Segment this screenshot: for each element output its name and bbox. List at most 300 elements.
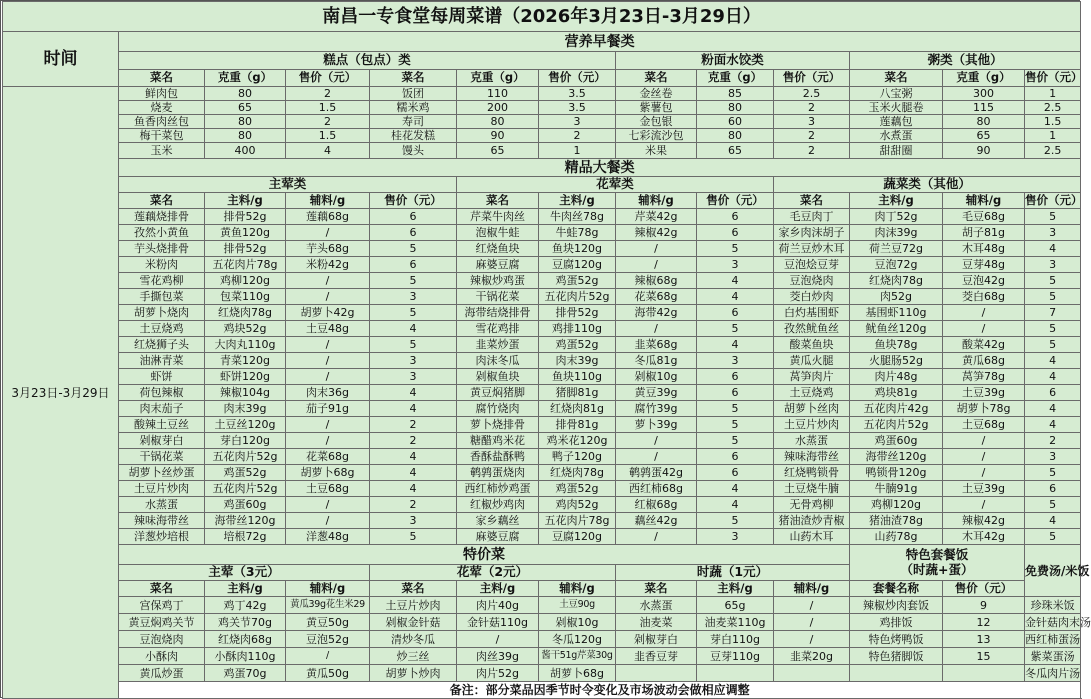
menu-cell: 4 [697, 337, 774, 353]
menu-cell: 辣味海带丝 [774, 449, 850, 465]
menu-cell: 鲜肉包 [119, 87, 205, 101]
menu-cell: 5 [1025, 321, 1081, 337]
menu-cell: 豆泡烩豆芽 [774, 257, 850, 273]
menu-cell: 酸辣土豆丝 [119, 417, 205, 433]
menu-cell: 胡萝卜68g [539, 665, 616, 682]
menu-cell: 腐竹39g [616, 401, 697, 417]
set-meal-name: 鸡排饭 [850, 614, 943, 631]
menu-cell: 紫薯包 [616, 101, 697, 115]
menu-cell: 鱼块120g [539, 241, 616, 257]
menu-cell: 2 [774, 143, 850, 159]
menu-cell: 芋头68g [286, 241, 370, 257]
menu-cell: 鸡米花120g [539, 433, 616, 449]
menu-cell: 豆泡72g [850, 257, 943, 273]
menu-cell: 冬瓜81g [616, 353, 697, 369]
menu-cell: 5 [697, 241, 774, 257]
menu-cell: / [616, 321, 697, 337]
menu-cell: 豆泡52g [286, 631, 370, 648]
menu-cell: 7 [1025, 305, 1081, 321]
menu-cell: 芽白110g [697, 631, 774, 648]
menu-cell: 泡椒牛蛙 [457, 225, 539, 241]
menu-cell: 黄豆50g [286, 614, 370, 631]
menu-cell: 雪花鸡柳 [119, 273, 205, 289]
column-header: 主料/g [539, 193, 616, 209]
menu-cell: 排骨52g [205, 241, 286, 257]
menu-cell: 2 [774, 129, 850, 143]
free-soup-title: 免费汤/米饭 [1025, 545, 1081, 597]
section-title-main-meal: 精品大餐类 [119, 159, 1081, 177]
column-header: 辅料/g [943, 193, 1025, 209]
column-header: 售价（元） [1025, 192, 1083, 207]
menu-cell: 1 [1025, 87, 1081, 101]
column-header: 克重（g） [205, 70, 286, 87]
menu-cell: 5 [1025, 209, 1081, 225]
menu-cell: 莲藕包 [850, 115, 943, 129]
menu-cell: 玉米火腿卷 [850, 101, 943, 115]
menu-cell: 白灼基围虾 [774, 305, 850, 321]
menu-cell: / [286, 225, 370, 241]
menu-cell: 无骨鸡柳 [774, 497, 850, 513]
menu-cell: 4 [697, 481, 774, 497]
menu-cell: 红烧狮子头 [119, 337, 205, 353]
menu-cell: 辣椒68g [616, 273, 697, 289]
menu-cell: 大肉丸110g [205, 337, 286, 353]
menu-cell: 5 [370, 241, 457, 257]
note: 备注：部分菜品因季节时令变化及市场波动会做相应调整 [119, 682, 1081, 699]
menu-cell: 65 [697, 143, 774, 159]
menu-cell: 豆芽110g [697, 648, 774, 665]
menu-cell: 3 [697, 257, 774, 273]
menu-cell: 鱼香肉丝包 [119, 115, 205, 129]
menu-cell: 肉片40g [457, 597, 539, 614]
menu-cell: 木耳48g [943, 241, 1025, 257]
menu-cell: 土豆烧牛腩 [774, 481, 850, 497]
menu-cell: 家乡藕丝 [457, 513, 539, 529]
menu-cell: 腐竹烧肉 [457, 401, 539, 417]
menu-cell: 3 [1025, 225, 1081, 241]
menu-cell: / [943, 433, 1025, 449]
menu-cell: / [774, 597, 850, 614]
menu-cell: 牛蛙78g [539, 225, 616, 241]
menu-cell: / [286, 433, 370, 449]
menu-cell: 辣椒42g [616, 225, 697, 241]
set-meal-heading: 特色套餐饭 [905, 547, 969, 562]
menu-cell: 胡子81g [943, 225, 1025, 241]
menu-cell: 红烧鱼块 [457, 241, 539, 257]
menu-cell: 鸭锁骨120g [850, 465, 943, 481]
menu-cell: 洋葱炒培根 [119, 529, 205, 545]
menu-cell: 肉末39g [205, 401, 286, 417]
menu-cell: 孜然鱿鱼丝 [774, 321, 850, 337]
column-header: 主料/g [697, 581, 774, 597]
menu-cell: 肉沫39g [850, 225, 943, 241]
menu-cell: 鸡蛋52g [539, 481, 616, 497]
menu-cell: 4 [370, 321, 457, 337]
menu-cell: / [943, 321, 1025, 337]
menu-cell: 基围虾110g [850, 305, 943, 321]
menu-cell: 莲藕烧排骨 [119, 209, 205, 225]
menu-cell: 酸菜42g [943, 337, 1025, 353]
menu-cell: 猪脚81g [539, 385, 616, 401]
menu-cell: 鹌鹑蛋42g [616, 465, 697, 481]
menu-cell: / [774, 631, 850, 648]
free-soup-item: 西红柿蛋汤 [1025, 632, 1081, 646]
menu-cell: 肉片52g [457, 665, 539, 682]
menu-cell: 洋葱48g [286, 529, 370, 545]
menu-cell: 黄鱼120g [205, 225, 286, 241]
menu-cell: 包菜110g [205, 289, 286, 305]
menu-cell: 土豆39g [943, 481, 1025, 497]
menu-cell: 土豆90g [539, 597, 616, 614]
menu-cell: 肉沫冬瓜 [457, 353, 539, 369]
menu-cell: 烧麦 [119, 101, 205, 115]
menu-cell: 2 [286, 115, 370, 129]
menu-cell: 2 [774, 101, 850, 115]
set-meal-name: 辣椒炒肉套饭 [850, 597, 943, 614]
menu-cell: 土豆烧鸡 [774, 385, 850, 401]
column-header: 套餐名称 [850, 581, 943, 597]
menu-cell: 3 [539, 115, 616, 129]
menu-cell: / [286, 369, 370, 385]
group-header-special-main: 主荤（3元） [119, 565, 370, 581]
column-header: 辅料/g [286, 581, 370, 597]
menu-cell: / [616, 529, 697, 545]
menu-cell: 培根72g [205, 529, 286, 545]
group-header-vegetable: 蔬菜类（其他） [774, 177, 1081, 193]
menu-cell: 鱿鱼丝120g [850, 321, 943, 337]
menu-cell: 4 [370, 401, 457, 417]
menu-cell: 芹菜牛肉丝 [457, 209, 539, 225]
menu-cell: 鸡肉52g [539, 497, 616, 513]
menu-cell: 5 [1025, 529, 1081, 545]
menu-cell: 4 [1025, 369, 1081, 385]
menu-cell: 剁椒鱼块 [457, 369, 539, 385]
menu-cell: 豆芽48g [943, 257, 1025, 273]
menu-cell: 80 [205, 87, 286, 101]
set-meal-price: 15 [943, 648, 1025, 665]
menu-cell: 5 [1025, 497, 1081, 513]
menu-cell: 剁椒10g [616, 369, 697, 385]
menu-cell: 梅干菜包 [119, 129, 205, 143]
menu-cell: 肉丁52g [850, 209, 943, 225]
menu-cell: 1.5 [1025, 115, 1081, 129]
menu-cell: 鱼块110g [539, 369, 616, 385]
menu-cell: 寿司 [370, 115, 457, 129]
menu-cell: 红烧肉81g [539, 401, 616, 417]
menu-cell: 豆泡烧肉 [774, 273, 850, 289]
column-header: 菜名 [370, 581, 457, 597]
menu-cell: 胡萝卜68g [286, 465, 370, 481]
menu-cell: 6 [697, 369, 774, 385]
menu-cell: 山药78g [850, 529, 943, 545]
menu-cell: 2 [370, 433, 457, 449]
menu-cell: 胡萝卜炒肉 [370, 665, 457, 682]
menu-cell: 90 [943, 143, 1025, 159]
menu-cell: 3 [370, 353, 457, 369]
menu-cell: 馒头 [370, 143, 457, 159]
menu-cell: 2 [1025, 433, 1081, 449]
menu-cell: 鸡块81g [850, 385, 943, 401]
menu-cell: 6 [697, 385, 774, 401]
menu-cell: 6 [697, 225, 774, 241]
menu-cell: 土豆68g [286, 481, 370, 497]
column-header: 售价（元） [286, 70, 370, 87]
menu-cell: 6 [370, 225, 457, 241]
menu-cell: 豆泡42g [943, 273, 1025, 289]
menu-cell: 65 [205, 101, 286, 115]
menu-cell: 3 [370, 289, 457, 305]
menu-cell: 雪花鸡排 [457, 321, 539, 337]
menu-cell: 排骨81g [539, 417, 616, 433]
menu-cell: 木耳42g [943, 529, 1025, 545]
menu-cell: 土豆片炒肉 [370, 597, 457, 614]
column-header: 售价（元） [697, 193, 774, 209]
menu-cell: 110 [457, 87, 539, 101]
menu-cell: 3 [697, 529, 774, 545]
menu-cell: 油麦菜 [616, 614, 697, 631]
menu-cell: 4 [1025, 241, 1081, 257]
menu-cell: 米果 [616, 143, 697, 159]
menu-cell: 海带42g [616, 305, 697, 321]
menu-cell: 酸菜鱼块 [774, 337, 850, 353]
column-header: 菜名 [774, 193, 850, 209]
group-header-special-mixed: 花荤（2元） [370, 565, 616, 581]
menu-cell: / [943, 465, 1025, 481]
menu-cell: 65 [943, 129, 1025, 143]
menu-cell: 5 [370, 273, 457, 289]
menu-cell: 鸡柳120g [205, 273, 286, 289]
menu-cell: 3.5 [539, 101, 616, 115]
menu-cell: 莲藕68g [286, 209, 370, 225]
menu-cell: / [774, 614, 850, 631]
menu-cell: 水蒸蛋 [616, 597, 697, 614]
menu-cell: 猪油渣炒青椒 [774, 513, 850, 529]
menu-cell: 5 [697, 401, 774, 417]
menu-cell: 香酥盐酥鸭 [457, 449, 539, 465]
menu-cell: 黄瓜炒蛋 [119, 665, 205, 682]
menu-cell: / [616, 257, 697, 273]
menu-cell [774, 665, 850, 682]
menu-cell: 5 [370, 337, 457, 353]
menu-cell [616, 665, 697, 682]
menu-cell: 茭白68g [943, 289, 1025, 305]
menu-cell: 肉丝39g [457, 648, 539, 665]
menu-cell: 干锅花菜 [119, 449, 205, 465]
time-header: 时间 [3, 32, 119, 87]
menu-cell: 五花肉片52g [205, 449, 286, 465]
column-header: 主料/g [205, 193, 286, 209]
menu-cell: 剁椒金针菇 [370, 614, 457, 631]
menu-cell: 肉末36g [286, 385, 370, 401]
section-title-breakfast: 营养早餐类 [119, 32, 1081, 52]
menu-cell: 红烧鸭锁骨 [774, 465, 850, 481]
menu-cell: 手撕包菜 [119, 289, 205, 305]
menu-cell: 剁椒10g [539, 614, 616, 631]
menu-cell: 80 [205, 115, 286, 129]
set-meal-subtitle: （时蔬+蛋） [900, 561, 974, 577]
menu-cell: 酱干51g芹菜30g [539, 648, 616, 665]
menu-cell: / [286, 337, 370, 353]
menu-cell: 宫保鸡丁 [119, 597, 205, 614]
menu-cell: 80 [205, 129, 286, 143]
menu-cell: 韭菜68g [616, 337, 697, 353]
menu-cell: 鸭子120g [539, 449, 616, 465]
column-header: 辅料/g [774, 581, 850, 597]
menu-cell: 甜甜圈 [850, 143, 943, 159]
menu-cell: 3 [774, 115, 850, 129]
menu-cell: 荷包辣椒 [119, 385, 205, 401]
menu-cell: 五花肉片78g [539, 513, 616, 529]
menu-cell: 65 [457, 143, 539, 159]
menu-cell: 玉米 [119, 143, 205, 159]
menu-cell: 红椒68g [616, 497, 697, 513]
menu-cell: 干锅花菜 [457, 289, 539, 305]
menu-cell: 辣椒42g [943, 513, 1025, 529]
menu-cell: 80 [697, 129, 774, 143]
menu-cell: / [286, 648, 370, 665]
weekly-menu-table [2, 1, 1091, 699]
menu-cell: 炒三丝 [370, 648, 457, 665]
menu-cell: 3 [370, 513, 457, 529]
menu-cell: 桂花发糕 [370, 129, 457, 143]
column-header: 售价（元） [774, 70, 850, 87]
menu-cell: / [616, 433, 697, 449]
menu-cell: 虾饼120g [205, 369, 286, 385]
menu-cell: 4 [370, 385, 457, 401]
column-header: 菜名 [457, 193, 539, 209]
column-header: 主料/g [850, 193, 943, 209]
menu-cell: 豆泡烧肉 [119, 631, 205, 648]
menu-cell: 肉末茄子 [119, 401, 205, 417]
menu-cell: 糯米鸡 [370, 101, 457, 115]
menu-cell: 鸡蛋52g [539, 337, 616, 353]
menu-cell: 6 [697, 449, 774, 465]
menu-cell: 芹菜42g [616, 209, 697, 225]
menu-cell: 荷兰豆72g [850, 241, 943, 257]
menu-cell: 鸡排110g [539, 321, 616, 337]
menu-cell: 韭菜20g [774, 648, 850, 665]
menu-cell: 肉52g [850, 289, 943, 305]
menu-cell: 水煮蛋 [850, 129, 943, 143]
menu-cell: 2.5 [1025, 101, 1081, 115]
menu-cell: 萝卜烧排骨 [457, 417, 539, 433]
menu-cell: 麻婆豆腐 [457, 529, 539, 545]
menu-cell: 牛肉丝78g [539, 209, 616, 225]
menu-cell: 土豆片炒肉 [119, 481, 205, 497]
menu-cell: 花菜68g [616, 289, 697, 305]
menu-cell: 萝卜39g [616, 417, 697, 433]
menu-cell: 80 [943, 115, 1025, 129]
menu-cell: 排骨52g [205, 209, 286, 225]
menu-cell: 2.5 [1025, 143, 1081, 159]
menu-cell: 鸡柳120g [850, 497, 943, 513]
set-meal-price: 12 [943, 614, 1025, 631]
menu-cell: 芽白120g [205, 433, 286, 449]
menu-cell: 6 [1025, 481, 1081, 497]
menu-cell: 鸡蛋52g [539, 273, 616, 289]
menu-cell: 水蒸蛋 [119, 497, 205, 513]
section-title-special: 特价菜 [119, 545, 850, 565]
menu-cell: 肉末39g [539, 353, 616, 369]
menu-cell: 红烧肉78g [539, 465, 616, 481]
column-header: 菜名 [616, 70, 697, 87]
menu-cell: / [616, 241, 697, 257]
menu-cell: 鸡蛋60g [850, 433, 943, 449]
column-header: 售价（元） [943, 581, 1025, 597]
group-header-noodles: 粉面水饺类 [616, 52, 850, 70]
menu-cell: 红烧肉78g [205, 305, 286, 321]
menu-cell: 土豆片炒肉 [774, 417, 850, 433]
menu-cell: 荷兰豆炒木耳 [774, 241, 850, 257]
menu-cell: 七彩流沙包 [616, 129, 697, 143]
menu-cell: / [457, 631, 539, 648]
menu-cell: 红烧肉68g [205, 631, 286, 648]
menu-cell [697, 665, 774, 682]
free-soup-item: 紫菜蛋汤 [1025, 648, 1081, 665]
menu-cell: 米粉肉 [119, 257, 205, 273]
menu-cell: 山药木耳 [774, 529, 850, 545]
group-header-mixed-meat: 花荤类 [457, 177, 774, 193]
menu-cell: / [286, 353, 370, 369]
menu-cell: 4 [1025, 401, 1081, 417]
free-soup-item: 金针菇肉末汤 [1025, 615, 1091, 629]
column-header: 售价（元） [539, 70, 616, 87]
menu-cell: 鸡蛋52g [205, 465, 286, 481]
menu-cell: 糖醋鸡米花 [457, 433, 539, 449]
menu-cell: 4 [370, 449, 457, 465]
menu-cell: 4 [1025, 353, 1081, 369]
menu-cell: 红椒炒鸡肉 [457, 497, 539, 513]
menu-cell: 莴笋肉片 [774, 369, 850, 385]
menu-cell: 芋头烧排骨 [119, 241, 205, 257]
menu-cell: 莴笋78g [943, 369, 1025, 385]
menu-cell: 90 [457, 129, 539, 143]
menu-cell: 金包银 [616, 115, 697, 129]
menu-cell: / [286, 273, 370, 289]
menu-cell: 虾饼 [119, 369, 205, 385]
menu-cell: 鸡丁42g [205, 597, 286, 614]
menu-cell: 5 [1025, 273, 1081, 289]
menu-cell: 85 [697, 87, 774, 101]
menu-cell: 豆腐120g [539, 257, 616, 273]
menu-cell: 5 [697, 417, 774, 433]
page-title: 南昌一专食堂每周菜谱（2026年3月23日-3月29日） [3, 2, 1081, 32]
menu-cell: 2 [539, 129, 616, 143]
menu-cell: 2.5 [774, 87, 850, 101]
menu-cell: 鸡关节70g [205, 614, 286, 631]
group-header-porridge: 粥类（其他） [850, 52, 1081, 70]
menu-cell: 胡萝卜丝炒蛋 [119, 465, 205, 481]
date-range: 3月23日-3月29日 [3, 87, 119, 699]
menu-cell: 清炒冬瓜 [370, 631, 457, 648]
column-header: 克重（g） [943, 70, 1025, 87]
menu-cell: 小酥肉110g [205, 648, 286, 665]
menu-cell: 5 [370, 529, 457, 545]
menu-cell: 6 [370, 257, 457, 273]
menu-cell: 五花肉片52g [539, 289, 616, 305]
menu-cell: 65g [697, 597, 774, 614]
menu-cell: 油麦菜110g [697, 614, 774, 631]
menu-cell: / [286, 417, 370, 433]
menu-cell: 鸡块52g [205, 321, 286, 337]
menu-cell: 5 [697, 433, 774, 449]
menu-cell: 排骨52g [539, 305, 616, 321]
menu-cell: 黄豆39g [616, 385, 697, 401]
column-header: 克重（g） [457, 70, 539, 87]
column-header: 菜名 [370, 70, 457, 87]
menu-cell: 海带丝120g [850, 449, 943, 465]
menu-cell: 土豆烧鸡 [119, 321, 205, 337]
